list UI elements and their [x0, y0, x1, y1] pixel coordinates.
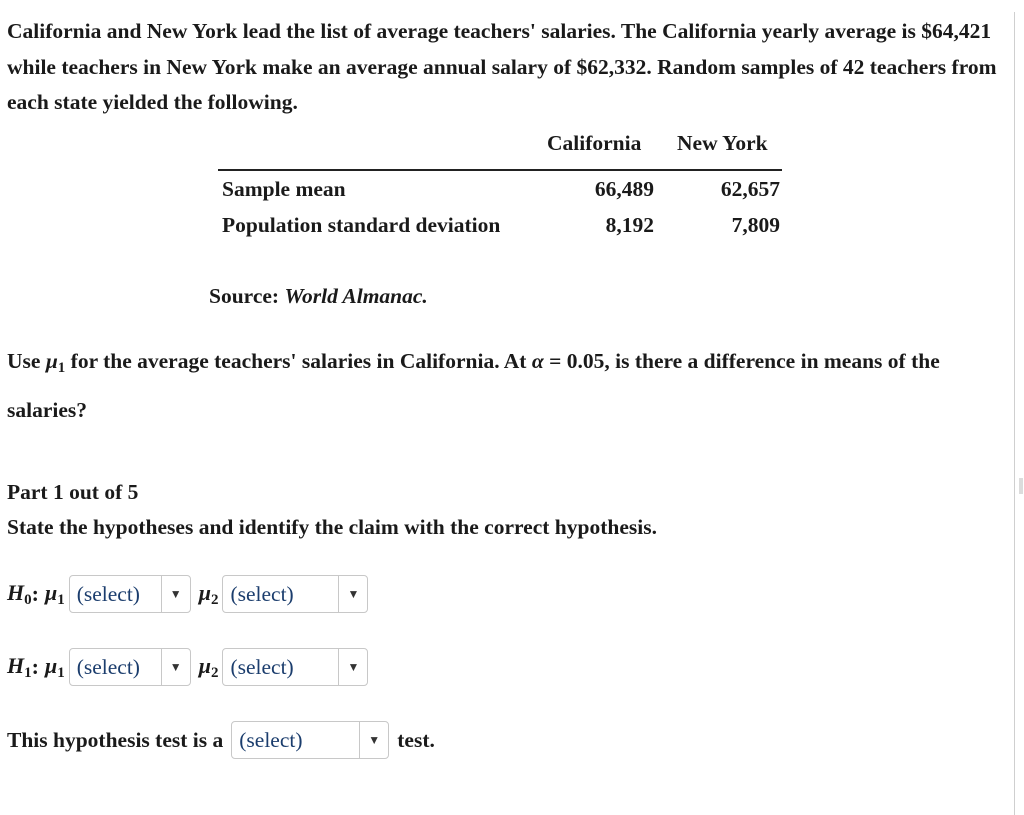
test-type-suffix: test. — [397, 727, 435, 752]
h0-colon: : — [31, 581, 39, 606]
mu1-symbol: $\mu_1$ — [44, 579, 65, 608]
col-header-new-york: New York — [677, 131, 768, 155]
h1-colon: : — [31, 654, 39, 679]
part-block — [7, 475, 657, 545]
question-pre: Use — [7, 349, 41, 373]
mu-symbol: $\mu_1$ — [45, 349, 66, 376]
question-mid: for the average teachers' salaries in California. At — [70, 349, 527, 373]
cell-value: 8,192 — [605, 213, 654, 237]
alpha-symbol: α — [531, 349, 544, 373]
dropdown-arrow-icon[interactable]: ▼ — [359, 722, 388, 758]
select-value: (select) — [239, 727, 303, 752]
h1-symbol: $H_1$ — [7, 652, 32, 681]
table-header — [218, 128, 782, 164]
select-value: (select) — [76, 581, 140, 606]
select-value: (select) — [230, 581, 294, 606]
row-label: Population standard deviation — [222, 213, 501, 237]
test-type-select[interactable] — [231, 721, 389, 759]
dropdown-arrow-icon[interactable]: ▼ — [161, 576, 190, 612]
select-value: (select) — [76, 654, 140, 679]
h0-claim-select[interactable] — [222, 575, 368, 613]
dropdown-arrow-icon[interactable]: ▼ — [161, 649, 190, 685]
table-row — [218, 177, 782, 209]
select-value: (select) — [230, 654, 294, 679]
test-type-row — [7, 719, 435, 761]
data-table — [218, 128, 782, 237]
source-label: Source: — [209, 284, 280, 308]
table-row — [218, 213, 782, 245]
question-post: = 0.05, is there a difference in means of the salaries? — [7, 349, 940, 422]
cell-value: 62,657 — [720, 177, 780, 201]
alternative-hypothesis-row — [7, 646, 368, 688]
problem-intro: California and New York lead the list of average teachers' salaries. The California yearly average is $64,421 while teachers in New York make an average annual salary of $62,332. Random samples of 42 teachers from each state yielded the following. — [7, 19, 997, 114]
row-label: Sample mean — [222, 177, 346, 201]
question-text — [7, 340, 1007, 431]
content-border — [1014, 12, 1015, 815]
null-hypothesis-row — [7, 573, 368, 615]
mu1-symbol: $\mu_1$ — [44, 652, 65, 681]
mu2-symbol: $\mu_2$ — [198, 652, 219, 681]
part-instruction: State the hypotheses and identify the claim with the correct hypothesis. — [7, 515, 657, 539]
dropdown-arrow-icon[interactable]: ▼ — [338, 576, 367, 612]
test-type-label: This hypothesis test is a — [7, 727, 224, 752]
dropdown-arrow-icon[interactable]: ▼ — [338, 649, 367, 685]
part-label: Part 1 out of 5 — [7, 480, 139, 504]
h1-claim-select[interactable] — [222, 648, 368, 686]
source-citation — [209, 284, 428, 309]
h0-operator-select[interactable] — [69, 575, 191, 613]
h0-symbol: $H_0$ — [7, 579, 32, 608]
mu2-symbol: $\mu_2$ — [198, 579, 219, 608]
h1-operator-select[interactable] — [69, 648, 191, 686]
scroll-marker — [1019, 478, 1023, 494]
cell-value: 66,489 — [594, 177, 654, 201]
col-header-california: California — [547, 131, 642, 155]
table-rule — [218, 169, 782, 171]
source-title: World Almanac. — [284, 284, 428, 308]
cell-value: 7,809 — [731, 213, 780, 237]
